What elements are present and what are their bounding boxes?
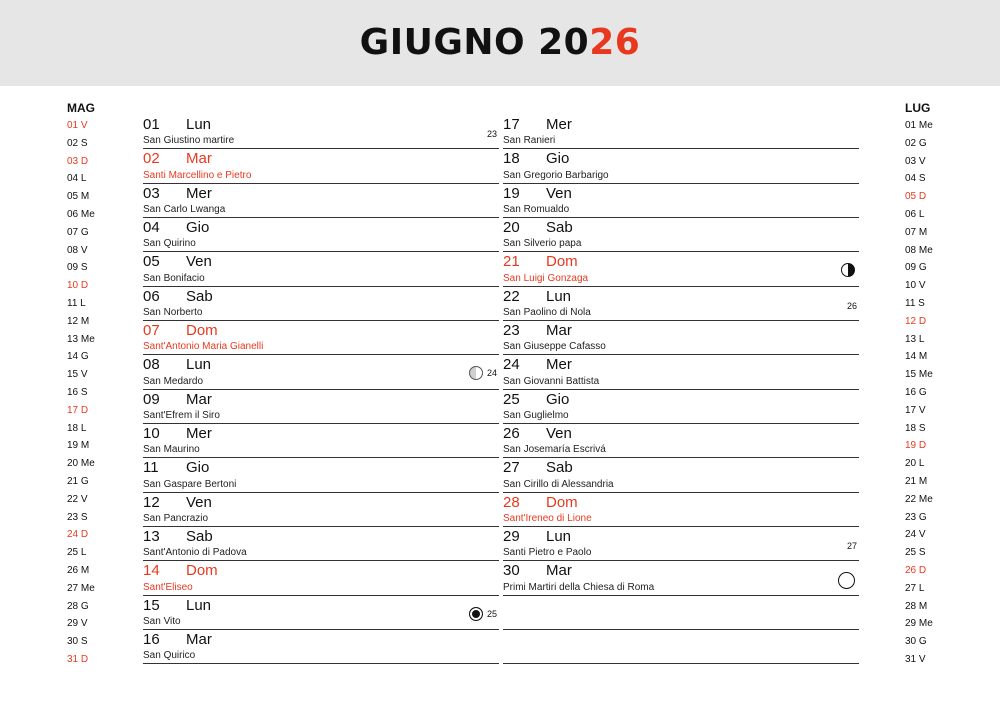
day-number: 06	[143, 287, 160, 305]
day-number: 03	[143, 184, 160, 202]
mini-day-item: 19 D	[905, 440, 927, 452]
day-number: 11	[143, 459, 159, 477]
mini-day-item: 18 L	[67, 422, 87, 434]
week-number: 26	[846, 300, 857, 311]
day-number: 04	[143, 218, 160, 236]
day-row	[143, 527, 499, 561]
weekday-name: Gio	[546, 390, 570, 408]
moon-phase-full-icon	[838, 572, 855, 589]
weekday-name: Dom	[546, 253, 578, 271]
week-number: 27	[846, 540, 857, 551]
mini-day-item: 13 L	[905, 333, 925, 345]
day-number: 13	[143, 527, 160, 545]
day-number: 30	[503, 562, 520, 580]
day-number: 29	[503, 527, 520, 545]
weekday-name: Mar	[186, 390, 212, 408]
day-row	[143, 458, 499, 492]
saint-name: San Vito	[143, 615, 181, 627]
day-row	[143, 184, 499, 218]
saint-name: San Guglielmo	[503, 409, 569, 421]
saint-name: San Silverio papa	[503, 238, 582, 250]
mini-day-item: 05 M	[67, 191, 90, 203]
weekday-name: Dom	[186, 321, 218, 339]
mini-day-item: 25 S	[905, 547, 926, 559]
weekday-name: Mer	[186, 184, 212, 202]
mini-day-item: 17 V	[905, 404, 926, 416]
day-row	[503, 390, 859, 424]
mini-calendar-previous-month	[67, 101, 95, 669]
mini-day-item: 18 S	[905, 422, 926, 434]
day-number: 18	[503, 150, 520, 168]
saint-name: Sant'Antonio Maria Gianelli	[143, 341, 264, 353]
weekday-name: Lun	[186, 116, 212, 133]
day-number: 21	[503, 253, 520, 271]
weekday-name: Gio	[546, 150, 570, 168]
day-row	[143, 596, 499, 630]
mini-day-item: 27 L	[905, 582, 925, 594]
weekday-name: Lun	[546, 527, 572, 545]
saint-name: Sant'Eliseo	[143, 581, 193, 593]
mini-day-item: 15 V	[67, 369, 88, 381]
day-row	[143, 355, 499, 389]
mini-day-item: 30 S	[67, 636, 88, 648]
saint-name: San Gaspare Bertoni	[143, 478, 237, 490]
day-number: 24	[503, 356, 520, 374]
saint-name: San Medardo	[143, 375, 204, 387]
saint-name: San Paolino di Nola	[503, 306, 591, 318]
mini-day-item: 25 L	[67, 547, 87, 559]
weekday-name: Ven	[186, 493, 212, 511]
mini-day-item: 23 S	[67, 511, 88, 523]
weekday-name: Ven	[546, 424, 572, 442]
day-row	[143, 287, 499, 321]
saint-name: Sant'Antonio di Padova	[143, 547, 247, 559]
mini-day-list	[905, 117, 933, 669]
mini-day-item: 16 S	[67, 386, 88, 398]
mini-day-item: 29 V	[67, 618, 88, 630]
day-number: 20	[503, 218, 520, 236]
saint-name: San Quirico	[143, 650, 196, 662]
saint-name: San Carlo Lwanga	[143, 203, 226, 215]
mini-day-item: 01 V	[67, 120, 88, 131]
saint-name: Primi Martiri della Chiesa di Roma	[503, 581, 655, 593]
day-number: 02	[143, 150, 160, 168]
mini-day-item: 19 M	[67, 440, 90, 452]
day-row	[503, 149, 859, 183]
moon-phase-new-icon	[469, 607, 483, 621]
saint-name: San Ranieri	[503, 135, 556, 147]
weekday-name: Mer	[186, 424, 212, 442]
day-column-left	[143, 115, 499, 664]
mini-day-item: 09 G	[905, 262, 927, 274]
day-row	[143, 424, 499, 458]
mini-day-item: 16 G	[905, 386, 927, 398]
day-row	[503, 218, 859, 252]
day-row	[143, 630, 499, 664]
mini-day-item: 14 G	[67, 351, 89, 363]
mini-day-item: 08 Me	[905, 244, 933, 256]
saint-name: San Maurino	[143, 444, 200, 456]
week-number: 24	[486, 368, 497, 379]
mini-day-item: 14 M	[905, 351, 928, 363]
mini-day-item: 24 V	[905, 529, 926, 541]
day-row	[503, 184, 859, 218]
day-number: 17	[503, 116, 520, 133]
mini-calendar-next-month	[905, 101, 933, 669]
title-year-accent: 26	[589, 22, 641, 63]
week-number: 23	[486, 129, 497, 139]
mini-day-item: 03 D	[67, 155, 89, 167]
day-number: 14	[143, 562, 160, 580]
day-number: 07	[143, 321, 160, 339]
day-row	[503, 458, 859, 492]
page-title	[0, 22, 1000, 63]
mini-day-item: 24 D	[67, 529, 89, 541]
day-row	[503, 493, 859, 527]
weekday-name: Mer	[546, 116, 572, 133]
mini-day-item: 05 D	[905, 191, 927, 203]
title-prefix: GIUGNO 20	[359, 22, 590, 63]
day-row	[503, 287, 859, 321]
day-row	[503, 596, 859, 630]
mini-day-item: 22 V	[67, 493, 88, 505]
mini-day-list	[67, 117, 95, 669]
mini-day-item: 11 L	[67, 297, 86, 309]
day-number: 10	[143, 424, 160, 442]
day-row	[143, 321, 499, 355]
mini-day-item: 10 D	[67, 280, 89, 292]
mini-day-item: 04 L	[67, 173, 87, 185]
mini-day-item: 06 Me	[67, 208, 95, 220]
saint-name: San Luigi Gonzaga	[503, 272, 589, 284]
weekday-name: Gio	[186, 218, 210, 236]
mini-day-item: 02 G	[905, 137, 927, 149]
day-number: 23	[503, 321, 520, 339]
mini-day-item: 17 D	[67, 404, 89, 416]
mini-day-item: 28 G	[67, 600, 89, 612]
mini-month-label: MAG	[67, 101, 95, 115]
day-number: 28	[503, 493, 520, 511]
mini-day-item: 12 M	[67, 315, 90, 327]
day-number: 22	[503, 287, 520, 305]
saint-name: San Bonifacio	[143, 272, 205, 284]
mini-day-item: 22 Me	[905, 493, 933, 505]
weekday-name: Sab	[186, 527, 213, 545]
saint-name: San Pancrazio	[143, 512, 209, 524]
day-row	[143, 252, 499, 286]
saint-name: San Giovanni Battista	[503, 375, 600, 387]
weekday-name: Lun	[186, 596, 212, 614]
mini-day-item: 03 V	[905, 155, 926, 167]
weekday-name: Dom	[546, 493, 578, 511]
weekday-name: Mar	[546, 562, 572, 580]
weekday-name: Sab	[546, 218, 573, 236]
mini-day-item: 06 L	[905, 208, 925, 220]
day-number: 16	[143, 630, 160, 648]
mini-day-item: 23 G	[905, 511, 927, 523]
weekday-name: Ven	[186, 253, 212, 271]
saint-name: San Giuseppe Cafasso	[503, 341, 606, 353]
day-row	[503, 115, 859, 149]
saint-name: Sant'Efrem il Siro	[143, 409, 220, 421]
mini-day-item: 27 Me	[67, 582, 95, 594]
mini-day-item: 28 M	[905, 600, 928, 612]
day-number: 15	[143, 596, 160, 614]
day-row	[503, 561, 859, 595]
weekday-name: Dom	[186, 562, 218, 580]
mini-day-item: 12 D	[905, 315, 927, 327]
day-number: 26	[503, 424, 520, 442]
mini-day-item: 29 Me	[905, 618, 933, 630]
saint-name: San Cirillo di Alessandria	[503, 478, 614, 490]
mini-month-label: LUG	[905, 101, 931, 115]
day-row	[503, 321, 859, 355]
day-number: 25	[503, 390, 520, 408]
saint-name: San Gregorio Barbarigo	[503, 169, 609, 181]
saint-name: San Giustino martire	[143, 135, 235, 147]
mini-day-item: 31 D	[67, 653, 89, 665]
day-row	[143, 390, 499, 424]
mini-day-item: 13 Me	[67, 333, 95, 345]
saint-name: San Josemaría Escrivá	[503, 444, 606, 456]
mini-day-item: 26 D	[905, 564, 927, 576]
mini-day-item: 26 M	[67, 564, 90, 576]
day-row	[143, 218, 499, 252]
day-row	[143, 561, 499, 595]
day-row	[143, 115, 499, 149]
mini-day-item: 21 M	[905, 475, 928, 487]
mini-day-item: 30 G	[905, 636, 927, 648]
day-row	[503, 252, 859, 286]
day-number: 09	[143, 390, 160, 408]
mini-day-item: 09 S	[67, 262, 88, 274]
mini-day-item: 02 S	[67, 137, 88, 149]
day-number: 27	[503, 459, 520, 477]
day-row	[143, 149, 499, 183]
weekday-name: Lun	[546, 287, 572, 305]
mini-day-item: 15 Me	[905, 369, 933, 381]
mini-day-item: 11 S	[905, 297, 925, 309]
mini-day-item: 01 Me	[905, 120, 933, 131]
mini-day-item: 10 V	[905, 280, 926, 292]
weekday-name: Mar	[186, 150, 212, 168]
weekday-name: Mar	[186, 630, 212, 648]
saint-name: Sant'Ireneo di Lione	[503, 512, 592, 524]
day-number: 19	[503, 184, 520, 202]
mini-day-item: 04 S	[905, 173, 926, 185]
mini-day-item: 08 V	[67, 244, 88, 256]
day-row	[503, 527, 859, 561]
weekday-name: Ven	[546, 184, 572, 202]
day-number: 01	[143, 116, 160, 133]
day-row	[503, 355, 859, 389]
saint-name: San Quirino	[143, 238, 196, 250]
saint-name: Santi Marcellino e Pietro	[143, 169, 252, 181]
saint-name: Santi Pietro e Paolo	[503, 547, 592, 559]
weekday-name: Mer	[546, 356, 572, 374]
day-number: 05	[143, 253, 160, 271]
mini-day-item: 07 G	[67, 226, 89, 238]
moon-phase-first-icon	[841, 263, 855, 277]
day-number: 12	[143, 493, 160, 511]
weekday-name: Sab	[546, 459, 573, 477]
saint-name: San Norberto	[143, 306, 203, 318]
weekday-name: Sab	[186, 287, 213, 305]
day-row	[503, 630, 859, 664]
mini-day-item: 20 L	[905, 458, 925, 470]
day-row	[503, 424, 859, 458]
weekday-name: Lun	[186, 356, 212, 374]
day-number: 08	[143, 356, 160, 374]
mini-day-item: 31 V	[905, 653, 926, 665]
week-number: 25	[486, 608, 497, 619]
weekday-name: Mar	[546, 321, 572, 339]
mini-day-item: 21 G	[67, 475, 89, 487]
day-row	[143, 493, 499, 527]
saint-name: San Romualdo	[503, 203, 570, 215]
mini-day-item: 20 Me	[67, 458, 95, 470]
moon-phase-last-icon	[469, 366, 483, 380]
mini-day-item: 07 M	[905, 226, 928, 238]
weekday-name: Gio	[186, 459, 210, 477]
day-column-right	[503, 115, 859, 664]
